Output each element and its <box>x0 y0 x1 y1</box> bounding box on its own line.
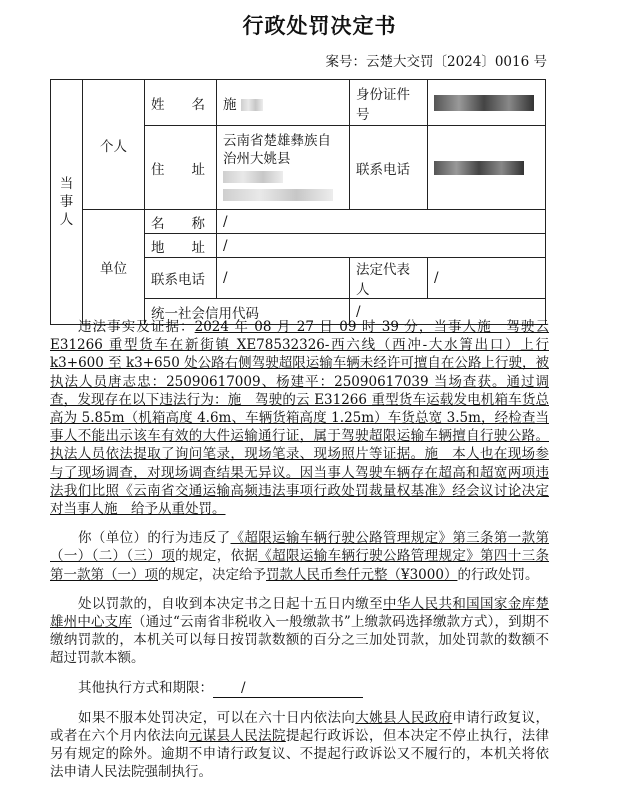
case-number-value: 云楚大交罚〔2024〕0016 号 <box>365 54 547 70</box>
case-number <box>325 50 547 70</box>
unit-address-label: 地 址 <box>145 234 217 258</box>
id-label: 身份证件号 <box>350 80 428 126</box>
appeal-paragraph: 如果不服本处罚决定，可以在六十日内依法向大姚县人民政府申请行政复议，或者在六个月内依法向元谋县人民法院提起行政诉讼，但本决定不停止执行，法律另有规定的除外。逾期不申请行政复议、不提起行政诉讼又不履行的，本机关将依法申请人民法院强制执行。 <box>50 709 550 781</box>
other-enforcement-value: / <box>213 679 363 698</box>
phone-label: 联系电话 <box>350 126 428 210</box>
payment-paragraph: 处以罚款的，自收到本决定书之日起十五日内缴至中华人民共和国国家金库楚雄州中心支库（通过“云南省非税收入一般缴款书”上缴款码选择缴款方式），到期不缴纳罚款的，本机关可以每日按罚款数额的百分之三加处罚款，加处罚款的数额不超过罚款本额。 <box>50 595 549 667</box>
unit-name-value: / <box>217 210 546 234</box>
address-value: 云南省楚雄彝族自治州大姚县 <box>217 126 350 210</box>
address-label: 住 址 <box>145 126 217 210</box>
court-name: 元谋县人民法院 <box>188 728 286 745</box>
redaction <box>434 95 534 111</box>
treasury-name: 中华人民共和国国家金库楚雄州中心支库 <box>50 595 549 631</box>
document-title: 行政处罚决定书 <box>242 14 397 38</box>
unit-address-value: / <box>217 234 546 258</box>
review-authority: 大姚县人民政府 <box>355 709 453 726</box>
decision-paragraph: 你（单位）的行为违反了《超限运输车辆行驶公路管理规定》第三条第一款第（一）（二）（三）项的规定，依据《超限运输车辆行驶公路管理规定》第四十三条第一款第（一）项的规定，决定给予罚款人民币叁仟元整（¥3000）的行政处罚。 <box>50 530 550 583</box>
individual-label: 个人 <box>83 80 145 210</box>
facts-paragraph <box>50 318 549 518</box>
legal-rep-value: / <box>428 258 546 299</box>
applied-law: 《超限运输车辆行驶公路管理规定》第四十三条第一款第（一）项 <box>50 548 550 583</box>
redaction <box>241 99 263 111</box>
case-number-label: 案号： <box>325 54 366 70</box>
id-value <box>428 80 546 126</box>
redaction <box>434 161 524 175</box>
penalty-amount: 罚款人民币叁仟元整（¥3000） <box>266 566 458 583</box>
unit-phone-label: 联系电话 <box>145 258 217 299</box>
credit-code-label: 统一社会信用代码 <box>145 299 350 325</box>
credit-code-value: / <box>350 299 546 325</box>
unit-name-label: 名 称 <box>145 210 217 234</box>
unit-label: 单位 <box>83 210 145 325</box>
unit-phone-value: / <box>217 258 350 299</box>
legal-rep-label: 法定代表人 <box>350 258 428 299</box>
document-body <box>50 318 549 782</box>
phone-value <box>428 126 546 210</box>
violated-law: 《超限运输车辆行驶公路管理规定》第三条第一款第（一）（二）（三）项 <box>50 530 549 565</box>
redaction <box>223 189 333 201</box>
name-value: 施 <box>217 80 350 126</box>
name-label: 姓 名 <box>145 80 217 126</box>
party-info-table <box>50 79 546 325</box>
facts-text: 2024 年 08 月 27 日 09 时 39 分，当事人施 驾驶云 E31266 重型货车在新街镇 XE78532326-西六线（西冲-大水箐出口）上行 k3+600 至 k3+650 处公路右侧驾驶超限运输车辆未经许可擅自在公路上行驶，被执法人员唐志忠：25090617009、杨建平：25090617039 当场查获。通过调查，发现存在以下违法行为：施 驾驶的云 E31266 重型货车运载发电机箱车货总高为 5.85m（机箱高度 4.6m、车辆货箱高度 1.25m）车货总宽 3.5m，经检查当事人不能出示该车有效的大件运输通行证，属于驾驶超限运输车辆擅自行驶公路。执法人员依法提取了询问笔录，现场笔录、现场照片等证据。施 本人也在现场参与了现场调查，对现场调查结果无异议。因当事人驾驶车辆存在超高和超宽两项违法我们比照《云南省交通运输高频违法事项行政处罚裁量权基准》经会议讨论决定对当事人施 给予从重处罚。 <box>50 319 549 518</box>
other-enforcement: 其他执行方式和期限： / <box>50 679 549 698</box>
facts-lead: 违法事实及证据： <box>78 319 195 335</box>
party-group-label: 当事人 <box>51 80 83 325</box>
redaction <box>223 171 283 183</box>
